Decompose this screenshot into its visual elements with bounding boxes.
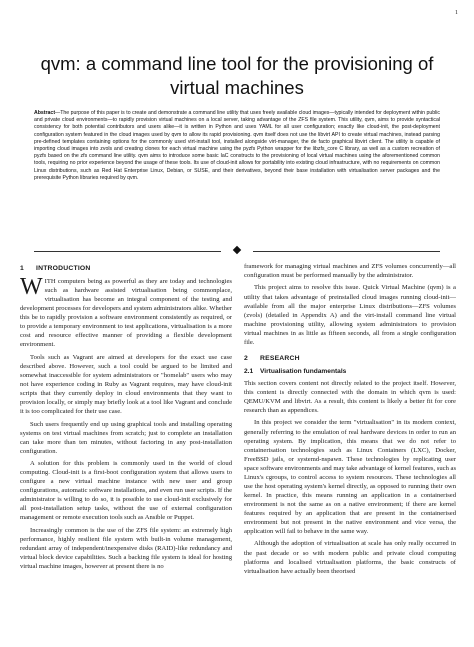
left-column xyxy=(20,262,232,574)
section-number: 2 xyxy=(244,354,248,362)
abstract xyxy=(34,110,440,182)
paragraph: Although the adoption of virtualisation at scale has only really occurred in the past decade or so with modern public and private cloud computing platforms and localised virtualisation platforms, the basic constructs of virtualisation have actually been theorised xyxy=(244,540,456,575)
paragraph: This project aims to resolve this issue. Quick Virtual Machine (qvm) is a utility that takes advantage of preinstalled cloud images running cloud-init—available from all the major enterprise Linux distributions—ZFS volumes (zvols) (detailed in Appendix A) and the virt-install command line virtual machine provisioning utility, allowing system administrators to provision virtual machines in as little as fifteen seconds, all from a single configuration file. xyxy=(244,284,456,346)
section-title: RESEARCH xyxy=(260,354,300,362)
paragraph: A solution for this problem is commonly used in the world of cloud computing. Cloud-init is a first-boot configuration system that allows users to configure a new virtual machine instance with new user and group configurations, automatic software installations, and even run user scripts. If the administrator is willing to do so, it is possible to use cloud-init exclusively for all post-installation setup tasks, without the use of external configuration management or remote execution tools such as Ansible or Puppet. xyxy=(20,460,232,522)
section-heading-introduction xyxy=(20,264,232,273)
section-heading-research xyxy=(244,354,456,363)
section-title: INTRODUCTION xyxy=(36,265,91,272)
section-divider xyxy=(34,247,440,255)
right-column xyxy=(244,262,456,579)
subsection-title: Virtualisation fundamentals xyxy=(260,367,347,375)
subsection-heading xyxy=(244,367,456,376)
paragraph: Increasingly common is the use of the ZFS file system: an extremely high performance, highly resilient file system with built-in volume management, redundant array of independent/inexpensive disks (RAID)-like redundancy and virtual block device capabilities. Such a backing file system is ideal for hosting virtual machine images, however at present there is no xyxy=(20,526,232,571)
abstract-text: —The purpose of this paper is to create and demonstrate a command line utility that uses freely available cloud images—typically intended for deployment within public and private cloud environments—to rapidly provision virtual machines on a local server, taking advantage of the ZFS file system. This utility, qvm, aims to provide syntactical consistency for both potential contributors and users alike—it is written in Python and uses YAML for all user configuration; exactly like cloud-init, the post-deployment configuration system featured in the cloud images used by qvm to allow its rapid provisioning. qvm itself does not use the libvirt API to create virtual machines, instead parsing pre-defined templates containing options for the commonly used virt-install tool, installed alongside virt-manager, the de facto graphical libvirt client. The utility is capable of importing cloud images into zvols and creating clones for each virtual machine using the pyzfs Python wrapper for the libzfs_core C library, as well as a custom recreation of pyzfs based on the zfs command line utility. qvm aims to introduce some basic IaC constructs to the provisioning of local virtual machines using the aforementioned common tools, requiring no prior experience beyond the usage of these tools. Its use of cloud-init allows for portability into existing cloud infrastructure, with no requirements on common Linux distributions, such as Red Hat Enterprise Linux, Debian, or SUSE, and their derivatives, beyond their base installation with virtualisation server packages and the prerequisite Python libraries required by qvm. xyxy=(34,110,440,181)
divider-line-right xyxy=(253,251,440,252)
diamond-ornament-icon xyxy=(233,246,241,254)
divider-line-left xyxy=(34,251,221,252)
section-number: 1 xyxy=(20,265,24,272)
drop-cap: W xyxy=(20,274,43,301)
subsection-number: 2.1 xyxy=(244,367,254,375)
abstract-label: Abstract xyxy=(34,110,56,116)
page-number: 1 xyxy=(455,10,458,16)
paper-title: qvm: a command line tool for the provisioning of virtual machines xyxy=(40,53,434,99)
paragraph: This section covers content not directly related to the project itself. However, this content is directly connected with the domain in which qvm is used: QEMU/KVM and libvirt. As a result, this content is likely a better fit for core research than as appendices. xyxy=(244,379,456,415)
paragraph xyxy=(20,274,232,349)
paragraph-text: ITH computers being as powerful as they are today and technologies such as hardware assisted virtualisation being commonplace, virtualisation has become an integral component of the testing and development processes for developers and system administrators alike. Whether this be to rapidly provision a software environment consistently as required, or to provide a temporary environment to test applications, virtualisation is a more cost and resource effective manner of providing a flexible development environment. xyxy=(20,278,232,349)
paragraph: framework for managing virtual machines and ZFS volumes concurrently—all configuration must be performed manually by the administrator. xyxy=(244,263,456,280)
paragraph: Tools such as Vagrant are aimed at developers for the exact use case described above. However, such a tool could be argued to be limited and somewhat inaccessible for system administrators or "homelab" users who may not have experience coding in Ruby as Vagrant requires, may have cloud-init scripts that they currently deploy in cloud environments that they want to provision locally, or simply may briefly look at a tool like Vagrant and conclude it is too complicated for their use case. xyxy=(20,353,232,416)
paragraph: In this project we consider the term "virtualisation" in its modern context, generally referring to the emulation of real hardware devices in order to run an operating system. By implication, this means that we do not refer to containerisation technologies such as Linux Containers (LXC), Docker, FreeBSD jails, or systemd-nspawn. These technologies by replicating user space software environments and may take advantage of kernel features, such as Linux's cgroups, to control access to system resources. These technologies all use the host operating system's kernel directly, as opposed to running their own kernel. In practice, this means running an application in a containerised environment is not the same as on a native environment; if there are kernel features required by an application that are present in the containerised environment but not present in the native environment and vice versa, the application will fail to behave in the same way. xyxy=(244,419,457,536)
paragraph: Such users frequently end up using graphical tools and installing operating systems on test virtual machines from scratch; just to complete an installation can take more than ten minutes, without factoring in any post-installation configuration. xyxy=(20,420,232,455)
